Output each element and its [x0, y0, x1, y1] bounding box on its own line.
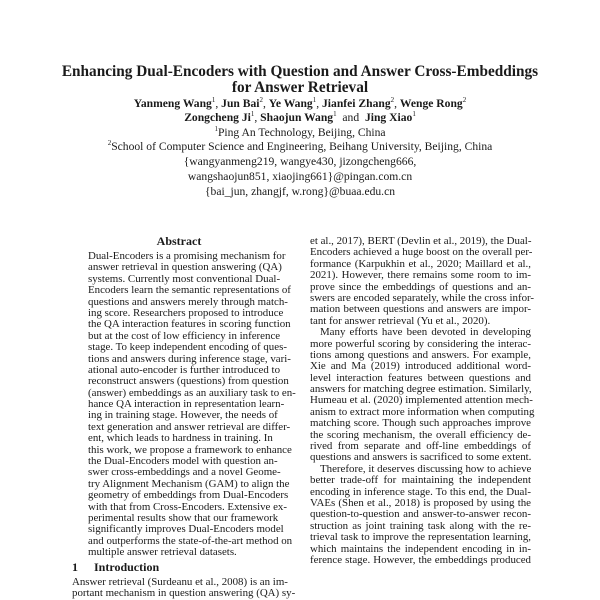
text-line: Therefore, it deserves discussing how to achieve: [320, 462, 532, 475]
text-line: trieval task to improve the representation learning,: [310, 531, 531, 544]
affiliation-1: [0, 126, 600, 139]
text-line: question-to-question and answer-to-answer recon-: [310, 508, 531, 521]
author-affiliation-mark: 1: [250, 110, 255, 118]
author-line-2: [0, 111, 600, 124]
text-line: which maintains the independent encoding in in-: [310, 542, 531, 555]
author-name: Zongcheng Ji: [184, 111, 251, 124]
text-line: text generation and answer retrieval are differ-: [88, 420, 291, 433]
affiliation-number: 1: [214, 125, 218, 133]
text-line: et al., 2017), BERT (Devlin et al., 2019), the Dual-: [310, 235, 532, 247]
section-heading-introduction: [72, 560, 159, 575]
text-line: questions and answers is sacrificed to some extent.: [310, 451, 532, 464]
author-name: Shaojun Wang: [260, 111, 334, 124]
paragraph: [310, 326, 535, 464]
paragraph: [310, 235, 535, 327]
author-affiliation-mark: 1: [312, 96, 317, 104]
author-separator: and: [336, 111, 365, 124]
text-line: the scoring mechanism, the overall efficiency de-: [310, 428, 531, 441]
section-title: Introduction: [94, 560, 160, 574]
author-name: Ye Wang: [268, 97, 313, 110]
text-line: swers are encoded separately, while the cross infor-: [310, 291, 535, 304]
text-line: prove since the embeddings of questions and an-: [310, 280, 531, 293]
email-line-1: {wangyanmeng219, wangye430, jizongcheng666,: [183, 155, 417, 168]
text-line: 2021). However, there remains some room to im-: [310, 269, 531, 282]
text-line: encoding in inference stage. To this end, the Dual-: [310, 485, 531, 498]
text-line: perimental results show that our framework: [88, 511, 279, 524]
author-name: Jing Xiao: [364, 111, 413, 124]
text-line: VAEs (Shen et al., 2018) is proposed by using the: [310, 496, 531, 509]
text-line: tant for answer retrieval (Yu et al., 2020).: [310, 314, 491, 327]
text-line: Xie and Ma (2019) introduced additional word-: [310, 360, 531, 373]
paragraph: [310, 464, 531, 567]
text-line: but at the cost of low efficiency in inference: [88, 329, 281, 342]
paper-title-line-1: Enhancing Dual-Encoders with Question and Answer Cross-Embeddings: [61, 63, 539, 80]
text-line: reconstruct answers (questions) from question: [88, 375, 289, 388]
text-line: anism to extract more information when computing: [310, 405, 535, 418]
text-line: more powerful scoring by considering the interac-: [310, 337, 531, 350]
text-line: systems. Currently most conventional Dual-: [88, 272, 281, 285]
text-line: matching score. Though such approaches improve: [310, 417, 531, 430]
author-affiliation-mark: 1: [211, 96, 216, 104]
author-name: Yanmeng Wang: [133, 97, 212, 110]
text-line: try Alignment Mechanism (GAM) to align the: [88, 477, 290, 490]
author-separator: ,: [215, 97, 222, 110]
text-line: Humeau et al. (2020) implemented attention mech-: [310, 394, 533, 407]
author-separator: ,: [394, 97, 400, 110]
text-line: stage. To keep independent encoding of ques-: [88, 341, 287, 354]
text-line: tions and answers during inference stage, vari-: [88, 352, 291, 365]
text-line: struction as joint training task along with the re-: [310, 519, 531, 532]
abstract-body: [88, 250, 296, 559]
paper-title-line-2: for Answer Retrieval: [231, 79, 369, 96]
author-affiliation-mark: 2: [390, 96, 395, 104]
email-line-2: wangshaojun851, xiaojing661}@pingan.com.cn: [187, 170, 413, 183]
text-line: mation between questions and answers are impor-: [310, 303, 531, 316]
text-line: answer retrieval in question answering (QA): [88, 261, 282, 274]
author-affiliation-mark: 1: [333, 110, 337, 118]
author-separator: ,: [316, 97, 322, 110]
text-line: geometry of embeddings from Dual-Encoders: [88, 489, 289, 502]
introduction-body: [72, 576, 296, 600]
text-line: tions among questions and answers. For example,: [310, 348, 531, 361]
text-line: multiple answer retrieval datasets.: [88, 546, 237, 559]
text-line: answers for matching degree estimation. Similarly,: [310, 383, 532, 396]
text-line: significantly improves Dual-Encoders model: [88, 523, 284, 536]
text-line: swer cross-embeddings and a novel Geome-: [88, 466, 281, 479]
text-line: Many efforts have been devoted in developing: [320, 326, 531, 339]
text-line: rived from separate and off-line embeddings of: [310, 440, 531, 453]
email-line-3: {bai_jun, zhangjf, w.rong}@buaa.edu.cn: [204, 185, 396, 198]
text-line: questions and answers merely through match-: [88, 295, 288, 308]
text-line: the Dual-Encoders model with question an-: [88, 455, 278, 468]
text-line: ing in training stage. However, the needs of: [88, 409, 278, 422]
text-line: Encoders achieved a huge boost on the overall per-: [310, 246, 533, 259]
author-affiliation-mark: 2: [462, 96, 467, 104]
author-name: Wenge Rong: [399, 97, 463, 110]
affiliation-2: [0, 140, 600, 153]
author-line-1: [0, 97, 600, 110]
text-line: formance (Karpukhin et al., 2020; Maillard et al.,: [310, 257, 531, 270]
author-name: Jun Bai: [221, 97, 260, 110]
text-line: level interaction features between questions and: [310, 371, 531, 384]
text-line: this work, we propose a framework to enhance: [88, 443, 292, 456]
abstract-heading: Abstract: [156, 234, 202, 248]
text-line: ing score. Researchers proposed to introduce: [88, 306, 284, 319]
text-line: and outperforms the state-of-the-art method on: [88, 534, 293, 547]
affiliation-number: 2: [107, 139, 112, 147]
author-affiliation-mark: 2: [259, 96, 263, 104]
text-line: Answer retrieval (Surdeanu et al., 2008) is an im-: [72, 576, 288, 588]
affiliation-text: School of Computer Science and Engineering, Beihang University, Beijing, China: [111, 140, 493, 153]
author-affiliation-mark: 1: [412, 110, 416, 118]
text-line: ference stage. However, the embeddings produced: [310, 553, 531, 566]
affiliation-text: Ping An Technology, Beijing, China: [217, 126, 386, 139]
text-line: with that from Cross-Encoders. Extensive ex-: [88, 500, 288, 513]
section-number: 1: [72, 560, 78, 574]
text-line: the QA interaction features in scoring function: [88, 318, 291, 331]
text-line: ational auto-encoder is further introduced to: [88, 363, 281, 376]
text-line: (answer) embeddings as an auxiliary task to en-: [88, 386, 296, 399]
author-name: Jianfei Zhang: [322, 97, 391, 110]
text-line: hance QA interaction in representation learn-: [88, 398, 285, 411]
text-line: better trade-off for maintaining the independent: [310, 474, 531, 487]
text-line: Encoders learn the semantic representations of: [88, 284, 291, 297]
right-column-body: [310, 235, 535, 566]
text-line: ent, which leads to hardness in training. In: [88, 432, 273, 445]
author-separator: ,: [262, 97, 269, 110]
text-line: portant mechanism in question answering (QA) sy-: [72, 587, 296, 600]
text-line: Dual-Encoders is a promising mechanism for: [88, 250, 286, 262]
author-separator: ,: [254, 111, 261, 124]
